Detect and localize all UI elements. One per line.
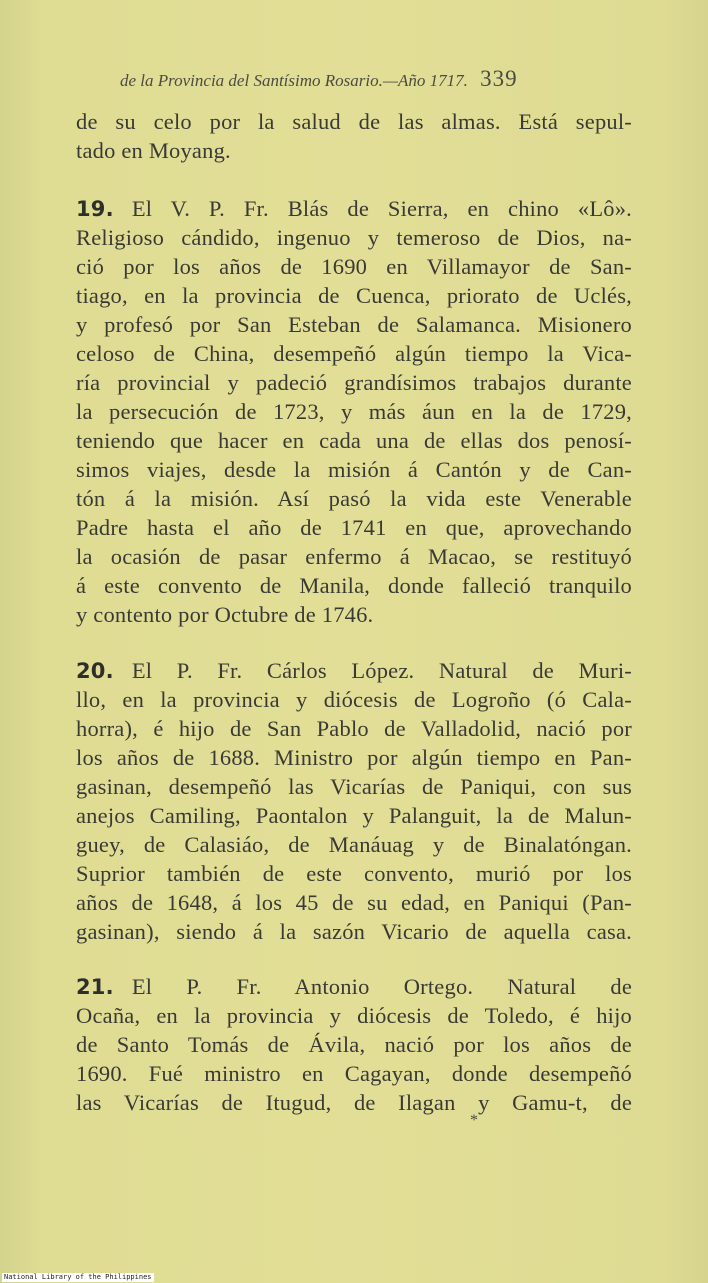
- text-line: y contento por Octubre de 1746.: [76, 602, 374, 627]
- text-line: ció por los años de 1690 en Villamayor de San-: [76, 254, 632, 279]
- running-header: [120, 66, 620, 92]
- text-line: gasinan), siendo á la sazón Vicario de aquella casa.: [76, 919, 632, 944]
- text-line: á este convento de Manila, donde falleció tranquilo: [76, 573, 632, 598]
- library-footer: National Library of the Philippines: [4, 1273, 152, 1281]
- text-line: [76, 973, 632, 1002]
- text-line: gasinan, desempeñó las Vicarías de Paniqui, con sus: [76, 774, 632, 799]
- text-line: [76, 195, 632, 224]
- text-line: de su celo por la salud de las almas. Está sepul-: [76, 109, 632, 134]
- text-line: años de 1648, á los 45 de su edad, en Paniqui (Pan-: [76, 890, 632, 915]
- text-line: tón á la misión. Así pasó la vida este Venerable: [76, 486, 632, 511]
- signature-mark: *: [470, 1112, 478, 1129]
- text-line: tiago, en la provincia de Cuenca, priorato de Uclés,: [76, 283, 632, 308]
- text-line: celoso de China, desempeñó algún tiempo la Vica-: [76, 341, 632, 366]
- page-number: 339: [480, 66, 518, 91]
- text-line: la ocasión de pasar enfermo á Macao, se restituyó: [76, 544, 632, 569]
- entry-number: 20.: [76, 659, 114, 683]
- text-line: las Vicarías de Itugud, de Ilagan y Gamu-t, de: [76, 1090, 632, 1115]
- running-title: de la Provincia del Santísimo Rosario.—Año 1717.: [120, 71, 468, 90]
- text-line: llo, en la provincia y diócesis de Logroño (ó Cala-: [76, 687, 632, 712]
- text-line: simos viajes, desde la misión á Cantón y de Can-: [76, 457, 632, 482]
- text-line: anejos Camiling, Paontalon y Palanguit, la de Malun-: [76, 803, 632, 828]
- text-line: la persecución de 1723, y más áun en la de 1729,: [76, 399, 632, 424]
- entry-heading-line: El P. Fr. Cárlos López. Natural de Muri-: [131, 658, 632, 683]
- text-line: Religioso cándido, ingenuo y temeroso de Dios, na-: [76, 225, 632, 250]
- text-line: Ocaña, en la provincia y diócesis de Toledo, é hijo: [76, 1003, 632, 1028]
- entry-number: 21.: [76, 975, 114, 999]
- text-line: de Santo Tomás de Ávila, nació por los años de: [76, 1032, 632, 1057]
- text-line: Suprior también de este convento, murió por los: [76, 861, 632, 886]
- text-line: guey, de Calasiáo, de Manáuag y de Binalatóngan.: [76, 832, 632, 857]
- text-line: tado en Moyang.: [76, 138, 231, 163]
- entry-number: 19.: [76, 197, 114, 221]
- text-line: [76, 657, 632, 686]
- text-line: 1690. Fué ministro en Cagayan, donde desempeñó: [76, 1061, 632, 1086]
- entry-heading-line: El V. P. Fr. Blás de Sierra, en chino «Lô».: [131, 196, 632, 221]
- text-line: los años de 1688. Ministro por algún tiempo en Pan-: [76, 745, 632, 770]
- text-line: y profesó por San Esteban de Salamanca. Misionero: [76, 312, 632, 337]
- entry-heading-line: El P. Fr. Antonio Ortego. Natural de: [131, 974, 632, 999]
- text-line: teniendo que hacer en cada una de ellas dos penosí-: [76, 428, 632, 453]
- text-line: ría provincial y padeció grandísimos trabajos durante: [76, 370, 632, 395]
- text-line: horra), é hijo de San Pablo de Valladolid, nació por: [76, 716, 632, 741]
- text-line: Padre hasta el año de 1741 en que, aprovechando: [76, 515, 632, 540]
